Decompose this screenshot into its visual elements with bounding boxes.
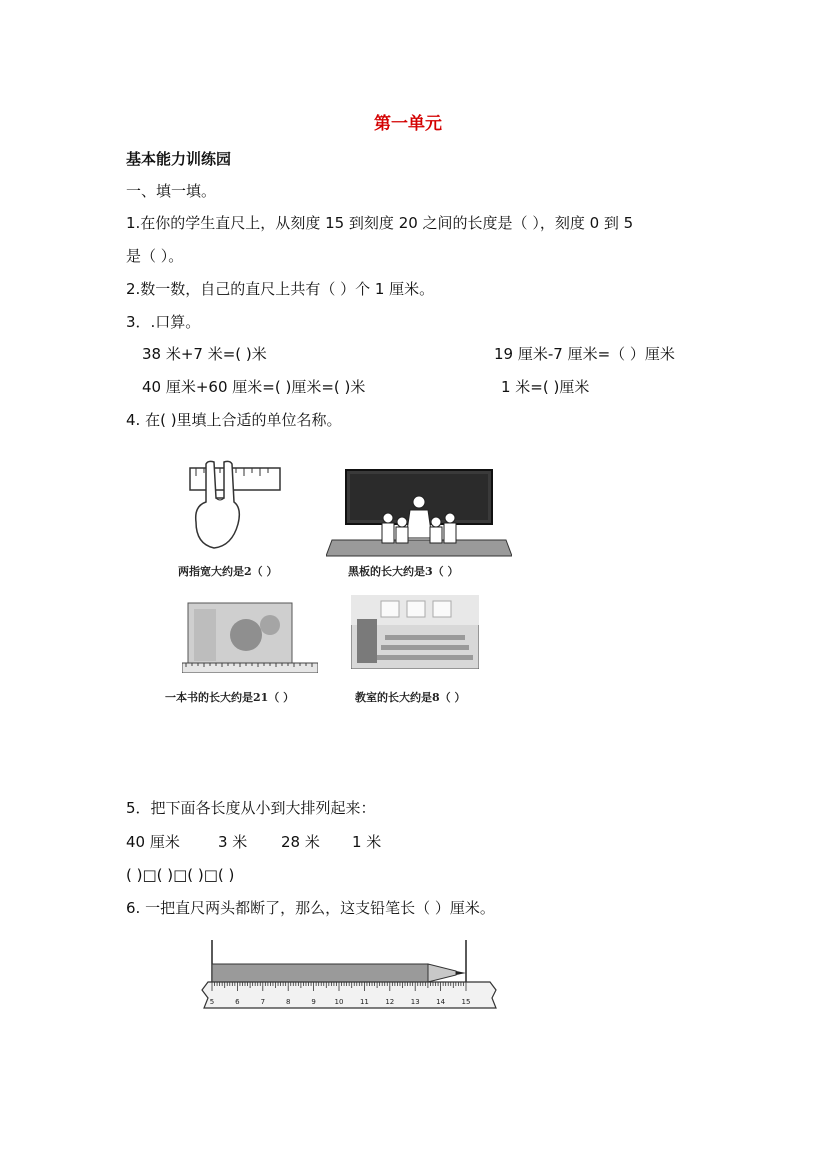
length-item-3: 28 米 bbox=[281, 833, 320, 851]
section-heading: 基本能力训练园 bbox=[126, 150, 232, 168]
ordering-blanks: ( )□( )□( )□( ) bbox=[126, 866, 235, 884]
ruler-label: 10 bbox=[334, 998, 344, 1006]
ruler-label: 8 bbox=[285, 998, 291, 1006]
question-3-item-a: 38 米+7 米=( )米 bbox=[142, 345, 267, 363]
length-item-2: 3 米 bbox=[218, 833, 248, 851]
length-item-1: 40 厘米 bbox=[126, 833, 180, 851]
blackboard-caption: 黑板的长大约是3（ ） bbox=[348, 565, 459, 578]
question-3-item-c: 40 厘米+60 厘米=( )厘米=( )米 bbox=[142, 378, 366, 396]
ruler-label: 7 bbox=[260, 998, 266, 1006]
question-1-line-1: 1.在你的学生直尺上，从刻度 15 到刻度 20 之间的长度是（ ），刻度 0 到 5 bbox=[126, 214, 634, 232]
classroom-image bbox=[351, 595, 479, 669]
ruler-label: 5 bbox=[209, 998, 215, 1006]
ruler-label: 15 bbox=[461, 998, 471, 1006]
page-title: 第一单元 bbox=[374, 114, 442, 134]
question-3-item-b: 19 厘米-7 厘米=（ ）厘米 bbox=[494, 345, 675, 363]
part1-heading: 一、填一填。 bbox=[126, 182, 217, 200]
book-on-ruler-image bbox=[182, 601, 318, 673]
question-1-line-2: 是（ ）。 bbox=[126, 247, 184, 265]
book-caption: 一本书的长大约是21（ ） bbox=[165, 691, 295, 704]
question-6: 6. 一把直尺两头都断了，那么，这支铅笔长（ ）厘米。 bbox=[126, 899, 495, 917]
ruler-label: 13 bbox=[410, 998, 420, 1006]
ruler-label: 11 bbox=[359, 998, 369, 1006]
ruler-label: 12 bbox=[385, 998, 395, 1006]
length-item-4: 1 米 bbox=[352, 833, 382, 851]
fingers-on-ruler-image bbox=[186, 458, 282, 552]
ruler-label: 6 bbox=[235, 998, 240, 1006]
ruler-label: 9 bbox=[311, 998, 316, 1006]
question-3: 3．.口算。 bbox=[126, 313, 201, 331]
ruler-label: 14 bbox=[436, 998, 446, 1006]
question-3-item-d: 1 米=( )厘米 bbox=[501, 378, 590, 396]
question-2: 2.数一数，自己的直尺上共有（ ）个 1 厘米。 bbox=[126, 280, 435, 298]
question-5: 5．把下面各长度从小到大排列起来： bbox=[126, 799, 376, 817]
fingers-caption: 两指宽大约是2（ ） bbox=[178, 565, 278, 578]
classroom-caption: 教室的长大约是8（ ） bbox=[355, 691, 466, 704]
question-4: 4. 在( )里填上合适的单位名称。 bbox=[126, 411, 342, 429]
blackboard-image bbox=[326, 468, 512, 560]
pencil-on-broken-ruler-image bbox=[200, 938, 498, 1012]
